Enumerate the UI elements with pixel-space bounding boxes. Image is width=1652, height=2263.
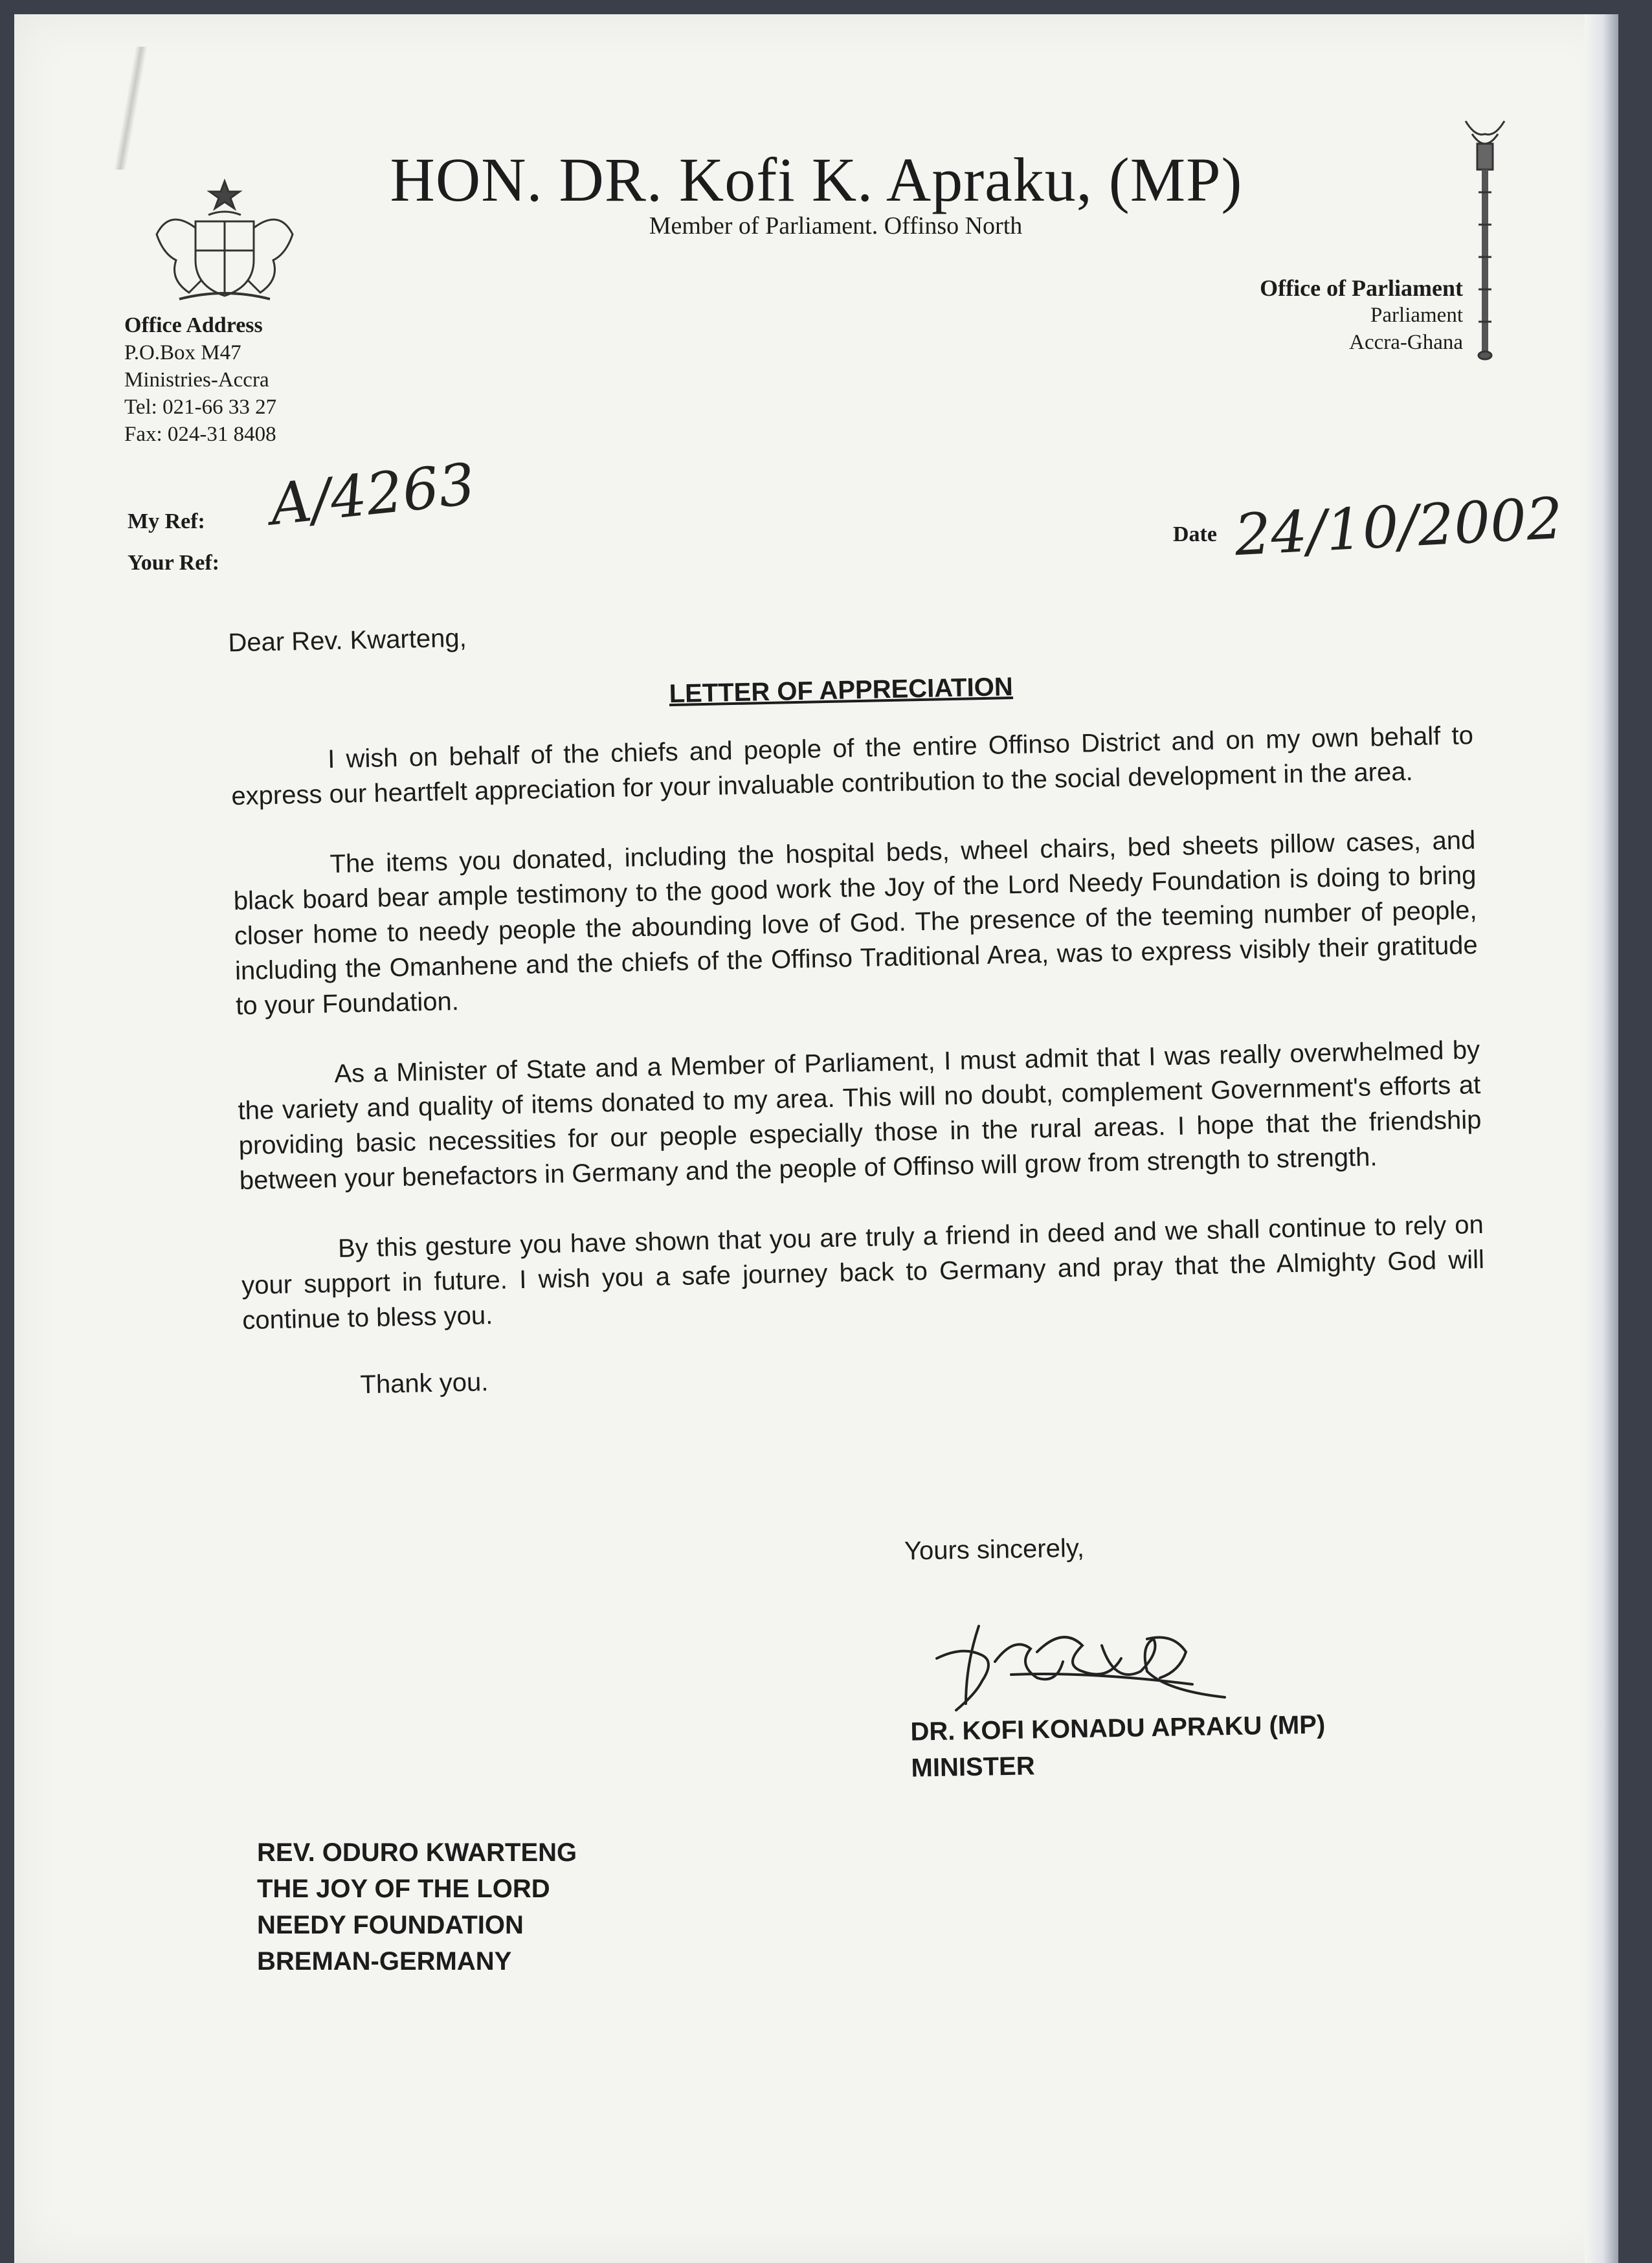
signer-title: MINISTER — [911, 1752, 1036, 1783]
office-parliament-line: Parliament — [1370, 304, 1463, 327]
letterhead-subtitle: Member of Parliament. Offinso North — [649, 212, 1023, 240]
recipient-line: BREMAN-GERMANY — [257, 1947, 512, 1976]
salutation: Dear Rev. Kwarteng, — [227, 623, 467, 658]
thanks-line: Thank you. — [360, 1368, 489, 1399]
signature-image — [933, 1613, 1270, 1717]
date-label: Date — [1173, 522, 1217, 546]
office-address-label: Office Address — [124, 313, 263, 337]
office-parliament-block — [1260, 274, 1463, 356]
scan-edge — [1585, 14, 1618, 2263]
office-address-line: Tel: 021-66 33 27 — [124, 396, 277, 419]
my-ref-value: A/4263 — [267, 450, 478, 539]
body-paragraph: By this gesture you have shown that you are truly a friend in deed and we shall continue to rely on your support in future. I wish you a safe journey back to Germany and pray that the Almighty God will continue to bless you. — [241, 1210, 1485, 1335]
letterhead-name: HON. DR. Kofi K. Apraku, (MP) — [390, 145, 1243, 214]
your-ref-label: Your Ref: — [128, 551, 219, 575]
reference-block — [128, 501, 219, 584]
body-paragraph: The items you donated, including the hospital beds, wheel chairs, bed sheets pillow cases, and black board bear ample testimony to the good work the Joy of the Lord Needy Foundation is doing to bring closer home to needy people the abounding love of God. The presence of the teeming number of people, including the Omanhene and the chiefs of the Offinso Traditional Area, was to express visibly their gratitude to your Foundation. — [233, 826, 1479, 1021]
office-address-line: Fax: 024-31 8408 — [124, 423, 276, 446]
office-address-block — [124, 312, 276, 448]
date-value: 24/10/2002 — [1233, 484, 1565, 569]
office-parliament-label: Office of Parliament — [1260, 275, 1463, 301]
my-ref-label: My Ref: — [128, 509, 205, 533]
office-address-line: Ministries-Accra — [124, 368, 269, 392]
recipient-line: REV. ODURO KWARTENG — [257, 1838, 577, 1867]
recipient-line: NEEDY FOUNDATION — [257, 1911, 524, 1939]
body-paragraph: I wish on behalf of the chiefs and people of the entire Offinso District and on my own behalf to express our heartfelt appreciation for your invaluable contribution to the social development in the area. — [230, 721, 1474, 811]
office-address-line: P.O.Box M47 — [124, 341, 241, 364]
letter-subject: LETTER OF APPRECIATION — [669, 672, 1014, 709]
signer-name: DR. KOFI KONADU APRAKU (MP) — [910, 1710, 1326, 1746]
recipient-address — [257, 1834, 577, 1979]
letter-body — [208, 603, 1487, 1403]
letter-page — [14, 14, 1618, 2263]
office-parliament-line: Accra-Ghana — [1349, 331, 1463, 354]
body-paragraph: As a Minister of State and a Member of Parliament, I must admit that I was really overwhelmed by the variety and quality of items donated to my area. This will no doubt, complement Government's efforts at providing basic necessities for our people especially those in the rural areas. I hope that the friendship between your benefactors in Germany and the people of Offinso will grow from strength to strength. — [238, 1036, 1482, 1196]
signer-block — [910, 1706, 1326, 1786]
recipient-line: THE JOY OF THE LORD — [257, 1875, 550, 1903]
valediction: Yours sincerely, — [904, 1533, 1085, 1566]
